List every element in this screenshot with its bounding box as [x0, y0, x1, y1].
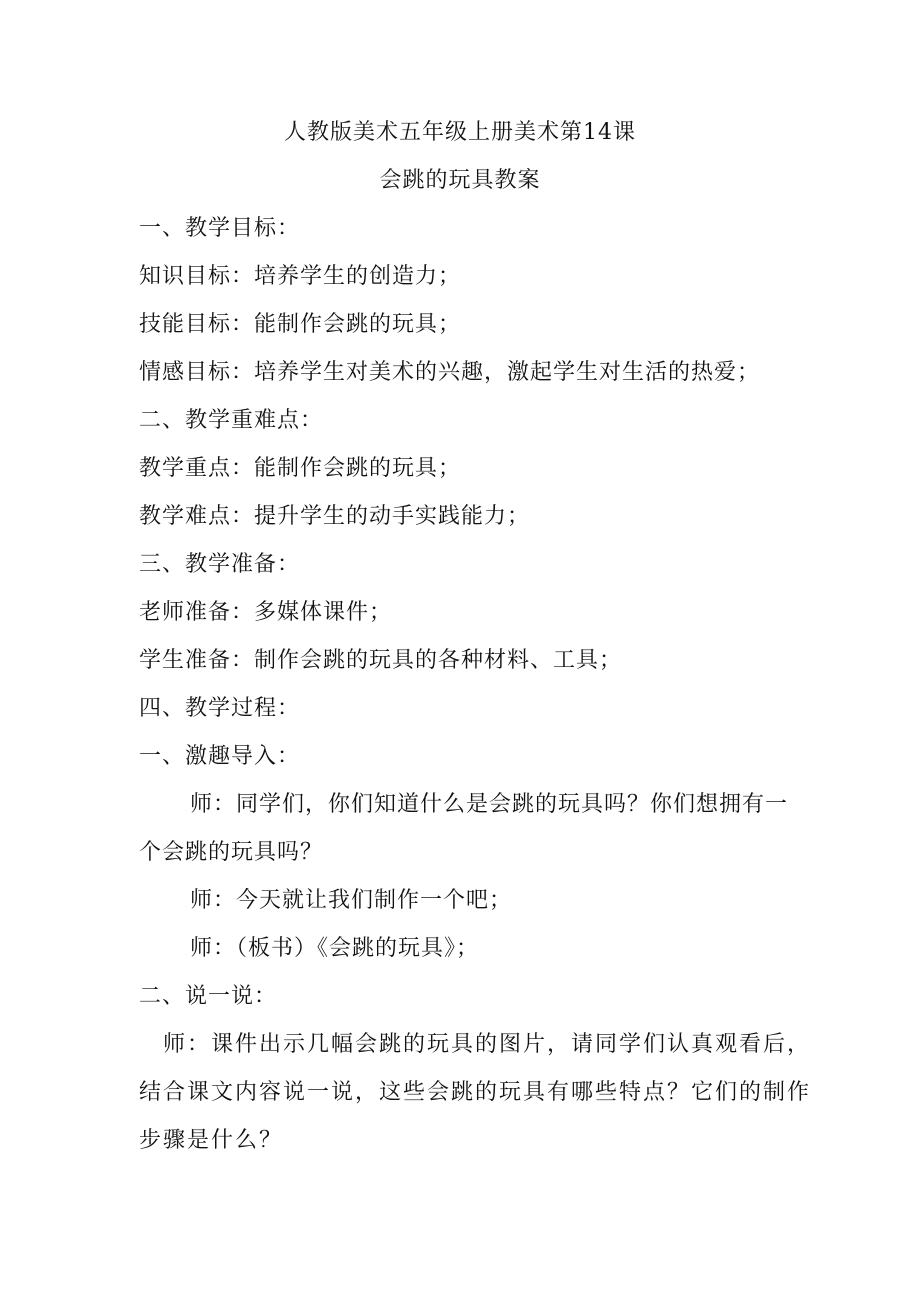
- paragraph: 师：课件出示几幅会跳的玩具的图片，请同学们认真观看后，: [163, 1032, 812, 1057]
- section-heading: 一、教学目标：: [139, 216, 301, 241]
- paragraph: 师：今天就让我们制作一个吧；: [190, 888, 513, 913]
- paragraph: 教学难点：提升学生的动手实践能力；: [139, 504, 531, 529]
- section-heading: 二、教学重难点：: [139, 408, 324, 433]
- paragraph: 情感目标：培养学生对美术的兴趣，激起学生对生活的热爱；: [139, 360, 761, 385]
- paragraph: 步骤是什么？: [139, 1128, 284, 1153]
- paragraph: 技能目标：能制作会跳的玩具；: [139, 312, 462, 337]
- paragraph: 师：（板书）《会跳的玩具》；: [190, 936, 480, 961]
- subsection-heading: 二、说一说：: [139, 984, 278, 1009]
- section-heading: 四、教学过程：: [139, 696, 301, 721]
- doc-subtitle: 会跳的玩具教案: [379, 168, 541, 193]
- paragraph: 老师准备：多媒体课件；: [139, 600, 393, 625]
- section-heading: 三、教学准备：: [139, 552, 301, 577]
- subsection-heading: 一、激趣导入：: [139, 744, 301, 769]
- paragraph: 结合课文内容说一说，这些会跳的玩具有哪些特点？它们的制作: [139, 1080, 812, 1105]
- paragraph: 学生准备：制作会跳的玩具的各种材料、工具；: [139, 648, 623, 673]
- paragraph: 教学重点：能制作会跳的玩具；: [139, 456, 462, 481]
- paragraph: 师：同学们，你们知道什么是会跳的玩具吗？你们想拥有一: [190, 792, 789, 817]
- paragraph: 个会跳的玩具吗？: [139, 840, 324, 865]
- paragraph: 知识目标：培养学生的创造力；: [139, 264, 462, 289]
- doc-title: 人教版美术五年级上册美术第14课: [284, 120, 636, 145]
